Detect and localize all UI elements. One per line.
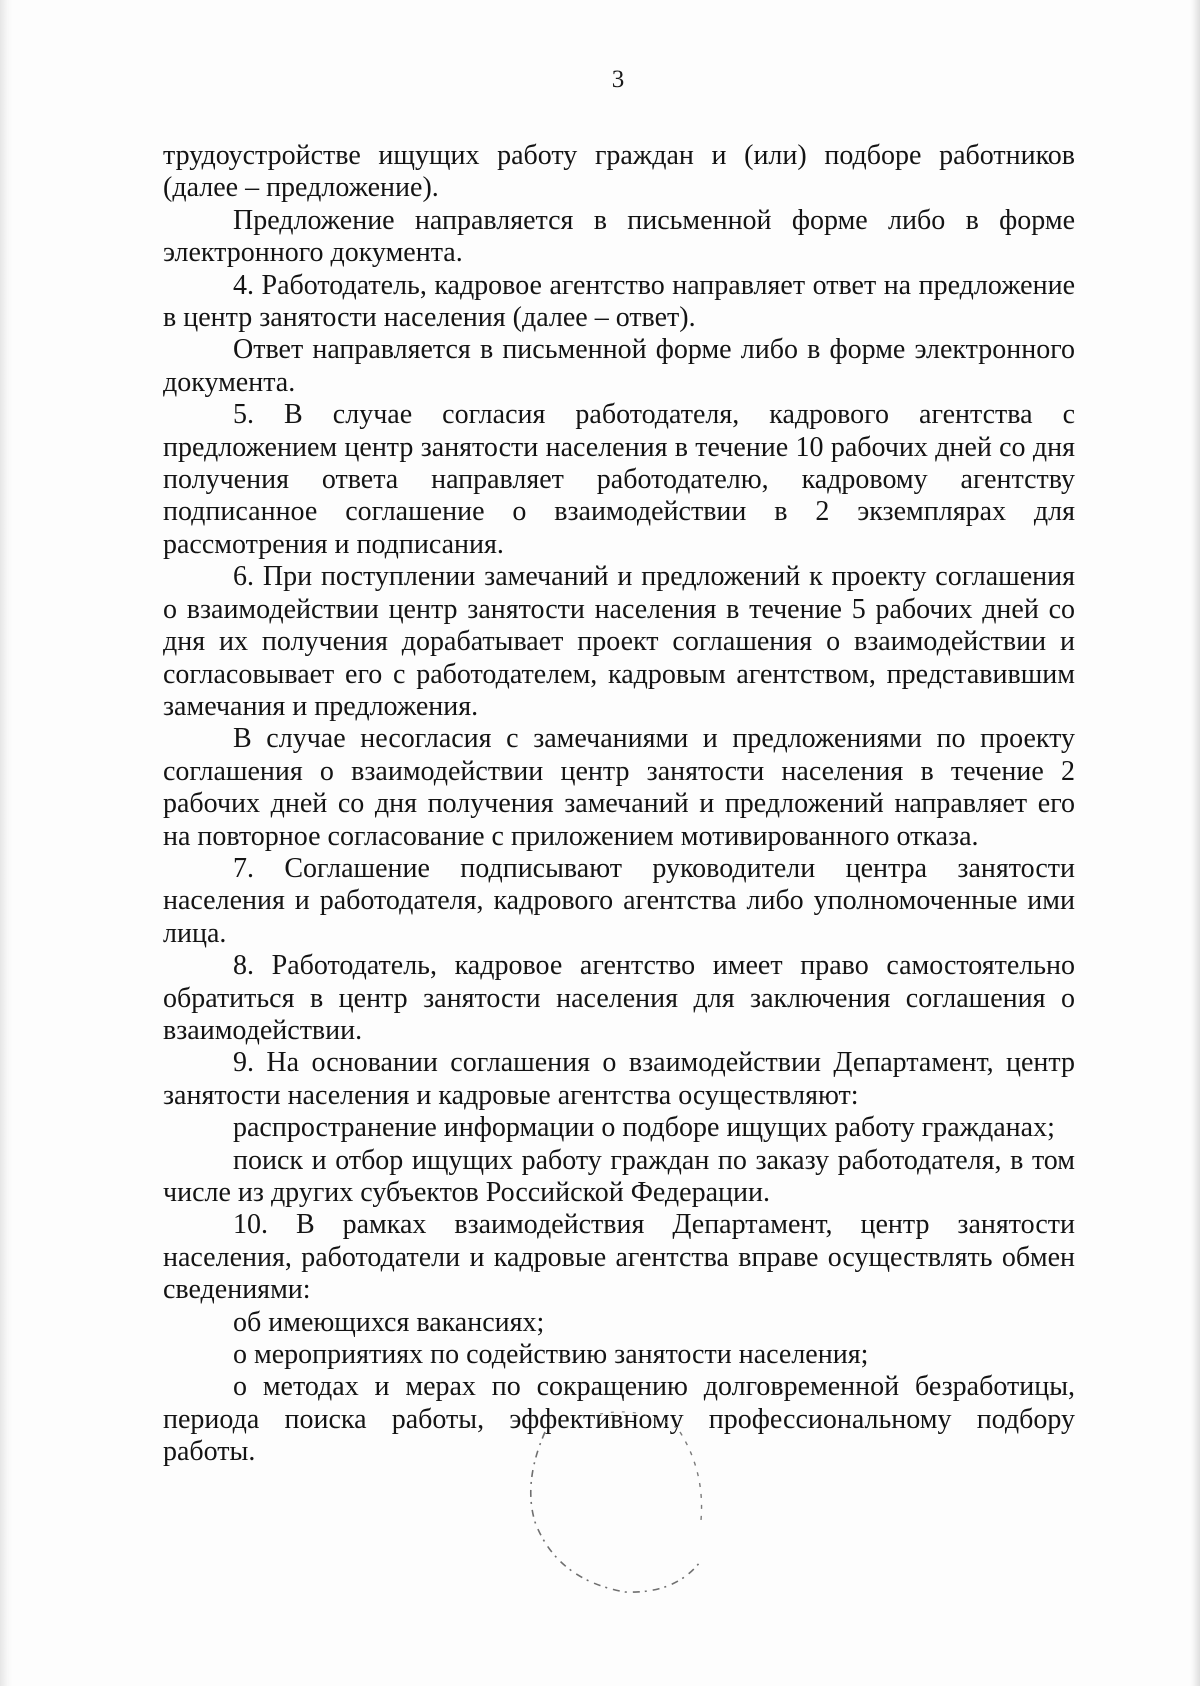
- paragraph-item-9-search: поиск и отбор ищущих работу граждан по заказу работодателя, в том числе из других субъектов Российской Федерации.: [163, 1144, 1075, 1208]
- paragraph-item-10-events: о мероприятиях по содействию занятости населения;: [233, 1339, 869, 1371]
- paragraph-item-5: 5. В случае согласия работодателя, кадрового агентства с предложением центр занятости населения в течение 10 рабочих дней со дня получения ответа направляет работодателю, кадровому агентству подписанное соглашение о взаимодействии в 2 экземплярах для рассмотрения и подписания.: [163, 399, 1075, 560]
- paragraph-item-10-vacancies: об имеющихся вакансиях;: [233, 1306, 545, 1338]
- scan-edge-right: [1190, 0, 1200, 1686]
- paragraph-item-6: 6. При поступлении замечаний и предложений к проекту соглашения о взаимодействии центр занятости населения в течение 5 рабочих дней со дня их получения дорабатывает проект соглашения о взаимодействии и согласовывает его с работодателем, кадровым агентством, представившим замечания и предложения.: [163, 561, 1075, 722]
- paragraph-item-10-methods: о методах и мерах по сокращению долговременной безработицы, периода поиска работы, эффективному профессиональному подбору работы.: [163, 1371, 1075, 1468]
- paragraph-continuation: трудоустройстве ищущих работу граждан и (или) подборе работников (далее – предложение).: [163, 140, 1075, 204]
- paragraph-answer-form: Ответ направляется в письменной форме либо в форме электронного документа.: [163, 334, 1075, 398]
- seal-stamp-outline: [505, 1402, 735, 1602]
- paragraph-item-4: 4. Работодатель, кадровое агентство направляет ответ на предложение в центр занятости населения (далее – ответ).: [163, 269, 1075, 334]
- paragraph-item-10: 10. В рамках взаимодействия Департамент, центр занятости населения, работодатели и кадровые агентства вправе осуществлять обмен сведениями:: [163, 1209, 1075, 1306]
- paragraph-proposal-form: Предложение направляется в письменной форме либо в форме электронного документа.: [163, 204, 1075, 269]
- scan-edge-left: [0, 0, 12, 1686]
- paragraph-item-9-info: распространение информации о подборе ищущих работу гражданах;: [233, 1112, 1055, 1144]
- paragraph-item-8: 8. Работодатель, кадровое агентство имеет право самостоятельно обратиться в центр занятости населения для заключения соглашения о взаимодействии.: [163, 950, 1075, 1046]
- paragraph-item-9: 9. На основании соглашения о взаимодействии Департамент, центр занятости населения и кадровые агентства осуществляют:: [163, 1047, 1075, 1111]
- paragraph-item-7: 7. Соглашение подписывают руководители центра занятости населения и работодателя, кадрового агентства либо уполномоченные ими лица.: [163, 852, 1075, 949]
- page-number: 3: [611, 66, 625, 93]
- document-body: [163, 140, 1075, 1469]
- paragraph-disagreement: В случае несогласия с замечаниями и предложениями по проекту соглашения о взаимодействии центр занятости населения в течение 2 рабочих дней со дня получения замечаний и предложений направляет его на повторное согласование с приложением мотивированного отказа.: [163, 723, 1075, 852]
